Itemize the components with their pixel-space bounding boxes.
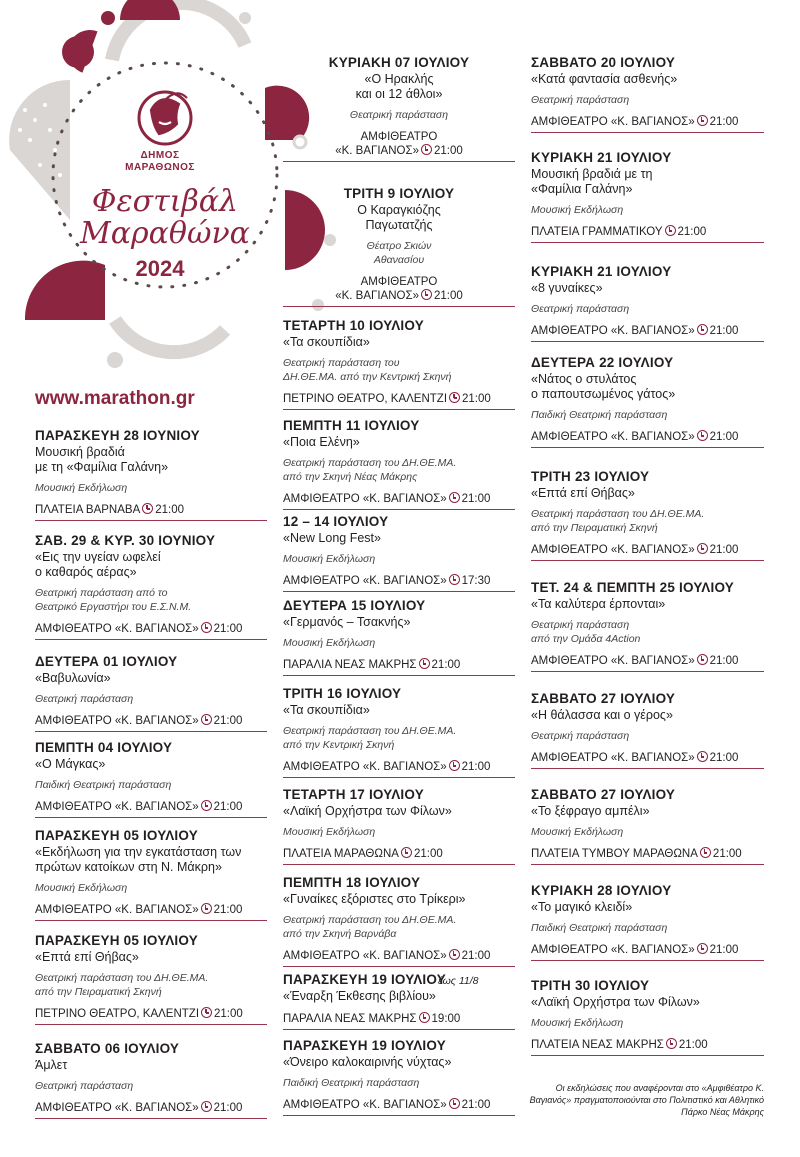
event-item [283, 186, 515, 307]
event-date: ΤΡΙΤΗ 23 ΙΟΥΛΙΟΥ [531, 469, 650, 484]
event-type: Θεατρική παράσταση του ΔΗ.ΘΕ.ΜΑ. από την Κεντρική Σκηνή [283, 725, 457, 751]
event-time: 21:00 [433, 290, 463, 302]
event-venue-time [531, 225, 764, 239]
event-venue-time [283, 1098, 515, 1112]
clock-icon [401, 847, 412, 858]
clock-icon [201, 1101, 212, 1112]
event-title: «Εις την υγείαν ωφελεί ο καθαρός αέρας» [35, 550, 161, 579]
event-time: 21:00 [709, 431, 739, 443]
event-venue: ΠΑΡΑΛΙΑ ΝΕΑΣ ΜΑΚΡΗΣ [283, 1013, 417, 1025]
clock-icon [700, 847, 711, 858]
event-venue: ΠΛΑΤΕΙΑ ΒΑΡΝΑΒΑ [35, 504, 141, 516]
clock-icon [142, 503, 153, 514]
event-time: 21:00 [461, 1099, 491, 1111]
event-venue-time [35, 622, 267, 636]
event-title: «Τα σκουπίδια» [283, 335, 370, 349]
event-date: ΚΥΡΙΑΚΗ 21 ΙΟΥΛΙΟΥ [531, 150, 672, 165]
event-title: «Επτά επί Θήβας» [531, 486, 635, 500]
event-venue-time [35, 903, 267, 917]
event-type: Παιδική Θεατρική παράσταση [35, 779, 172, 791]
clock-icon [697, 430, 708, 441]
event-venue-time [531, 543, 764, 557]
event-date: ΣΑΒΒΑΤΟ 27 ΙΟΥΛΙΟΥ [531, 787, 676, 802]
event-date: ΣΑΒ. 29 & ΚΥΡ. 30 ΙΟΥΝΙΟΥ [35, 533, 216, 548]
event-item [35, 533, 267, 640]
event-venue: ΑΜΦΙΘΕΑΤΡΟ «Κ. ΒΑΓΙΑΝΟΣ» [283, 761, 447, 773]
event-venue: ΠΛΑΤΕΙΑ ΝΕΑΣ ΜΑΚΡΗΣ [531, 1039, 664, 1051]
festival-year: 2024 [135, 256, 185, 281]
event-venue-time [283, 760, 515, 774]
event-title: «New Long Fest» [283, 531, 381, 545]
clock-icon [449, 760, 460, 771]
event-venue: ΑΜΦΙΘΕΑΤΡΟ «Κ. ΒΑΓΙΑΝΟΣ» [531, 431, 695, 443]
event-type: Μουσική Εκδήλωση [531, 1017, 624, 1029]
event-type: Θεατρική παράσταση [349, 109, 449, 121]
event-title: «Τα καλύτερα έρπονται» [531, 597, 666, 611]
event-venue: ΑΜΦΙΘΕΑΤΡΟ «Κ. ΒΑΓΙΑΝΟΣ» [283, 1099, 447, 1111]
event-title: «Ο Ηρακλής και οι 12 άθλοι» [355, 72, 443, 101]
event-venue: ΑΜΦΙΘΕΑΤΡΟ «Κ. ΒΑΓΙΑΝΟΣ» [531, 752, 695, 764]
event-time: 21:00 [461, 950, 491, 962]
clock-icon [665, 225, 676, 236]
event-type: Θέατρο Σκιών Αθανασίου [366, 240, 432, 266]
event-item [531, 264, 764, 342]
event-date: ΔΕΥΤΕΡΑ 22 ΙΟΥΛΙΟΥ [531, 355, 674, 370]
festival-title-line-2: Μαραθώνα [80, 216, 250, 251]
festival-title-line-1: Φεστιβάλ [91, 184, 239, 219]
event-date: ΠΑΡΑΣΚΕΥΗ 19 ΙΟΥΛΙΟΥ [283, 1038, 446, 1053]
event-venue: ΑΜΦΙΘΕΑΤΡΟ «Κ. ΒΑΓΙΑΝΟΣ» [35, 1102, 199, 1114]
event-type: Μουσική Εκδήλωση [283, 553, 376, 565]
event-venue-time [531, 751, 764, 765]
event-date: ΠΑΡΑΣΚΕΥΗ 05 ΙΟΥΛΙΟΥ [35, 828, 198, 843]
event-type: Μουσική Εκδήλωση [283, 826, 376, 838]
event-venue: ΠΕΤΡΙΝΟ ΘΕΑΤΡΟ, ΚΑΛΕΝΤΖΙ [35, 1008, 200, 1020]
event-date: ΚΥΡΙΑΚΗ 07 ΙΟΥΛΙΟΥ [328, 55, 470, 70]
event-date-note: έως 11/8 [438, 975, 479, 987]
event-type: Θεατρική παράσταση [531, 730, 630, 742]
event-venue-time [283, 847, 515, 861]
clock-icon [449, 492, 460, 503]
event-item [531, 580, 764, 672]
event-title: Άμλετ [35, 1058, 68, 1072]
event-venue: ΑΜΦΙΘΕΑΤΡΟ «Κ. ΒΑΓΙΑΝΟΣ» [35, 904, 199, 916]
event-date: ΣΑΒΒΑΤΟ 06 ΙΟΥΛΙΟΥ [35, 1041, 180, 1056]
clock-icon [697, 751, 708, 762]
event-item [531, 978, 764, 1056]
event-type: Θεατρική παράσταση [531, 303, 630, 315]
event-venue-time [35, 714, 267, 728]
event-item [35, 933, 267, 1025]
event-title: «Λαϊκή Ορχήστρα των Φίλων» [531, 995, 700, 1009]
event-time: 21:00 [213, 715, 243, 727]
municipality-line-1: ΔΗΜΟΣ [140, 150, 180, 161]
event-date: ΠΑΡΑΣΚΕΥΗ 28 ΙΟΥΝΙΟΥ [35, 428, 200, 443]
event-venue: ΑΜΦΙΘΕΑΤΡΟ «Κ. ΒΑΓΙΑΝΟΣ» [35, 715, 199, 727]
event-item [531, 55, 764, 133]
clock-icon [421, 144, 432, 155]
event-type: Θεατρική παράσταση από το Θεατρικό Εργαστήρι του Ε.Σ.Ν.Μ. [35, 587, 192, 613]
event-venue-time [283, 574, 515, 588]
event-venue: ΠΑΡΑΛΙΑ ΝΕΑΣ ΜΑΚΡΗΣ [283, 659, 417, 671]
event-title: Μουσική βραδιά με τη «Φαμίλια Γαλάνη» [531, 167, 653, 196]
event-time: 17:30 [461, 575, 491, 587]
event-time: 21:00 [413, 848, 443, 860]
event-item [35, 654, 267, 732]
event-date: ΚΥΡΙΑΚΗ 28 ΙΟΥΛΙΟΥ [531, 883, 672, 898]
event-time: 21:00 [155, 504, 185, 516]
event-type: Μουσική Εκδήλωση [531, 826, 624, 838]
event-venue-time [35, 1007, 267, 1021]
clock-icon [449, 574, 460, 585]
event-time: 21:00 [677, 226, 707, 238]
event-date: ΣΑΒΒΑΤΟ 27 ΙΟΥΛΙΟΥ [531, 691, 676, 706]
event-venue-time [283, 130, 515, 158]
event-time: 19:00 [431, 1013, 461, 1025]
event-item [283, 598, 515, 676]
event-time: 21:00 [709, 752, 739, 764]
event-date: ΤΡΙΤΗ 30 ΙΟΥΛΙΟΥ [531, 978, 650, 993]
event-type: Θεατρική παράσταση από την Ομάδα 4Action [531, 619, 641, 645]
event-type: Παιδική Θεατρική παράσταση [531, 409, 668, 421]
event-time: 21:00 [709, 544, 739, 556]
clock-icon [201, 622, 212, 633]
clock-icon [419, 1012, 430, 1023]
event-venue-time [283, 275, 515, 303]
event-title: «Κατά φαντασία ασθενής» [531, 72, 678, 86]
event-title: «Λαϊκή Ορχήστρα των Φίλων» [283, 804, 452, 818]
event-title: «Η θάλασσα και ο γέρος» [531, 708, 673, 722]
event-date: ΔΕΥΤΕΡΑ 15 ΙΟΥΛΙΟΥ [283, 598, 426, 613]
event-venue: ΑΜΦΙΘΕΑΤΡΟ «Κ. ΒΑΓΙΑΝΟΣ» [531, 325, 695, 337]
event-time: 21:00 [461, 493, 491, 505]
clock-icon [201, 714, 212, 725]
event-item [283, 972, 515, 1030]
event-venue-time [283, 658, 515, 672]
event-type: Θεατρική παράσταση του ΔΗ.ΘΕ.ΜΑ. από την Πειραματική Σκηνή [35, 972, 209, 998]
clock-icon [697, 654, 708, 665]
event-venue-time [35, 503, 267, 517]
event-type: Παιδική Θεατρική παράσταση [531, 922, 668, 934]
event-item [283, 787, 515, 865]
event-title: «Έναρξη Έκθεσης βιβλίου» [283, 989, 436, 1003]
event-venue-time [531, 654, 764, 668]
event-venue-time [531, 847, 764, 861]
event-venue: ΠΕΤΡΙΝΟ ΘΕΑΤΡΟ, ΚΑΛΕΝΤΖΙ [283, 393, 448, 405]
event-time: 21:00 [213, 1102, 243, 1114]
event-item [283, 686, 515, 778]
event-venue: ΑΜΦΙΘΕΑΤΡΟ «Κ. ΒΑΓΙΑΝΟΣ» [35, 623, 199, 635]
event-date: ΠΕΜΠΤΗ 11 ΙΟΥΛΙΟΥ [283, 418, 420, 433]
event-time: 21:00 [709, 655, 739, 667]
clock-icon [697, 943, 708, 954]
event-title: «Το ξέφραγο αμπέλι» [531, 804, 650, 818]
event-item [283, 55, 515, 162]
event-time: 21:00 [709, 944, 739, 956]
event-type: Μουσική Εκδήλωση [35, 882, 128, 894]
event-title: «Τα σκουπίδια» [283, 703, 370, 717]
event-time: 21:00 [433, 145, 463, 157]
clock-icon [697, 115, 708, 126]
event-date: ΚΥΡΙΑΚΗ 21 ΙΟΥΛΙΟΥ [531, 264, 672, 279]
event-item [531, 355, 764, 448]
event-item [283, 875, 515, 967]
event-title: «8 γυναίκες» [531, 281, 603, 295]
event-date: ΤΕΤΑΡΤΗ 10 ΙΟΥΛΙΟΥ [283, 318, 424, 333]
clock-icon [201, 800, 212, 811]
event-type: Μουσική Εκδήλωση [283, 637, 376, 649]
event-item [531, 150, 764, 243]
event-venue: ΑΜΦΙΘΕΑΤΡΟ «Κ. ΒΑΓΙΑΝΟΣ» [531, 544, 695, 556]
event-title: «Το μαγικό κλειδί» [531, 900, 633, 914]
event-title: Μουσική βραδιά με τη «Φαμίλια Γαλάνη» [35, 445, 169, 474]
venue-footnote: Οι εκδηλώσεις που αναφέρονται στο «Αμφιθέατρο Κ. Βαγιανός» πραγματοποιούνται στο Πολιτιστικό και Αθλητικό Πάρκο Νέας Μάκρης [529, 1083, 764, 1117]
event-venue: ΠΛΑΤΕΙΑ ΓΡΑΜΜΑΤΙΚΟΥ [531, 226, 663, 238]
event-time: 21:00 [431, 659, 461, 671]
event-venue: ΑΜΦΙΘΕΑΤΡΟ «Κ. ΒΑΓΙΑΝΟΣ» [35, 801, 199, 813]
event-time: 21:00 [709, 325, 739, 337]
event-venue-time [531, 1038, 764, 1052]
event-item [283, 1038, 515, 1116]
event-time: 21:00 [213, 904, 243, 916]
event-type: Θεατρική παράσταση του ΔΗ.ΘΕ.ΜΑ. από την Πειραματική Σκηνή [531, 508, 705, 534]
event-date: ΤΡΙΤΗ 9 ΙΟΥΛΙΟΥ [343, 186, 455, 201]
event-type: Παιδική Θεατρική παράσταση [283, 1077, 420, 1089]
event-type: Θεατρική παράσταση του ΔΗ.ΘΕ.ΜΑ. από την Κεντρική Σκηνή [283, 357, 452, 383]
event-venue-time [35, 800, 267, 814]
event-title: «Γερμανός – Τσακνής» [283, 615, 411, 629]
website-link[interactable]: www.marathon.gr [35, 388, 195, 409]
event-title: «Εκδήλωση για την εγκατάσταση των πρώτων κατοίκων στη Ν. Μάκρη» [35, 845, 242, 874]
event-title: «Βαβυλωνία» [35, 671, 111, 685]
event-type: Θεατρική παράσταση του ΔΗ.ΘΕ.ΜΑ. από την Σκηνή Βαρνάβα [283, 914, 457, 940]
event-type: Θεατρική παράσταση [35, 1080, 134, 1092]
event-title: «Ποια Ελένη» [283, 435, 360, 449]
event-date: ΠΕΜΠΤΗ 18 ΙΟΥΛΙΟΥ [283, 875, 421, 890]
event-item [35, 428, 267, 521]
festival-title [40, 186, 290, 250]
clock-icon [201, 903, 212, 914]
event-time: 21:00 [214, 1008, 243, 1020]
event-venue-time [283, 1012, 515, 1026]
event-date: ΔΕΥΤΕΡΑ 01 ΙΟΥΛΙΟΥ [35, 654, 178, 669]
event-title: «Νάτος ο στυλάτος ο παπουτσωμένος γάτος» [531, 372, 676, 401]
clock-icon [421, 289, 432, 300]
event-date: ΤΕΤΑΡΤΗ 17 ΙΟΥΛΙΟΥ [283, 787, 424, 802]
event-time: 21:00 [709, 116, 739, 128]
event-item [531, 469, 764, 561]
event-venue: ΠΛΑΤΕΙΑ ΜΑΡΑΘΩΝΑ [283, 848, 399, 860]
event-type: Θεατρική παράσταση [35, 693, 134, 705]
event-venue-time [283, 949, 515, 963]
event-title: «Γυναίκες εξόριστες στο Τρίκερι» [283, 892, 466, 906]
clock-icon [419, 658, 430, 669]
event-date: 12 – 14 ΙΟΥΛΙΟΥ [283, 514, 389, 529]
clock-icon [666, 1038, 677, 1049]
event-venue-time [35, 1101, 267, 1115]
event-venue-time [531, 115, 764, 129]
event-item [283, 514, 515, 592]
clock-icon [697, 543, 708, 554]
event-item [35, 1041, 267, 1119]
event-item [35, 828, 267, 921]
event-title: «Όνειρο καλοκαιρινής νύχτας» [283, 1055, 452, 1069]
event-title: Ο Καραγκιόζης Παγωτατζής [357, 203, 441, 232]
event-type: Θεατρική παράσταση του ΔΗ.ΘΕ.ΜΑ. από την Σκηνή Νέας Μάκρης [283, 457, 457, 483]
event-item [283, 418, 515, 510]
event-date: ΤΡΙΤΗ 16 ΙΟΥΛΙΟΥ [283, 686, 402, 701]
event-time: 21:00 [462, 393, 491, 405]
clock-icon [449, 392, 460, 403]
event-venue-time [531, 943, 764, 957]
event-item [35, 740, 267, 818]
event-venue-time [283, 492, 515, 506]
event-venue-time [531, 430, 764, 444]
event-time: 21:00 [213, 801, 243, 813]
clock-icon [201, 1007, 212, 1018]
event-date: ΤΕΤ. 24 & ΠΕΜΠΤΗ 25 ΙΟΥΛΙΟΥ [531, 580, 734, 595]
event-time: 21:00 [678, 1039, 708, 1051]
event-venue: ΑΜΦΙΘΕΑΤΡΟ «Κ. ΒΑΓΙΑΝΟΣ» [283, 575, 447, 587]
event-venue: ΠΛΑΤΕΙΑ ΤΥΜΒΟΥ ΜΑΡΑΘΩΝΑ [531, 848, 698, 860]
event-item [531, 691, 764, 769]
event-time: 21:00 [712, 848, 742, 860]
clock-icon [449, 1098, 460, 1109]
event-date: ΣΑΒΒΑΤΟ 20 ΙΟΥΛΙΟΥ [531, 55, 676, 70]
event-venue: ΑΜΦΙΘΕΑΤΡΟ «Κ. ΒΑΓΙΑΝΟΣ» [283, 493, 447, 505]
event-type: Μουσική Εκδήλωση [35, 482, 128, 494]
municipality-line-2: ΜΑΡΑΘΩΝΟΣ [125, 162, 195, 173]
clock-icon [697, 324, 708, 335]
event-venue: ΑΜΦΙΘΕΑΤΡΟ «Κ. ΒΑΓΙΑΝΟΣ» [531, 944, 695, 956]
event-time: 21:00 [213, 623, 243, 635]
event-venue-time [531, 324, 764, 338]
event-title: «Επτά επί Θήβας» [35, 950, 139, 964]
event-title: «Ο Μάγκας» [35, 757, 106, 771]
event-type: Μουσική Εκδήλωση [531, 204, 624, 216]
event-item [283, 318, 515, 410]
event-item [531, 883, 764, 961]
event-date: ΠΕΜΠΤΗ 04 ΙΟΥΛΙΟΥ [35, 740, 173, 755]
event-venue: ΑΜΦΙΘΕΑΤΡΟ «Κ. ΒΑΓΙΑΝΟΣ» [531, 116, 695, 128]
event-venue: ΑΜΦΙΘΕΑΤΡΟ «Κ. ΒΑΓΙΑΝΟΣ» [335, 131, 438, 157]
event-venue-time [283, 392, 515, 406]
event-date: ΠΑΡΑΣΚΕΥΗ 05 ΙΟΥΛΙΟΥ [35, 933, 198, 948]
event-item [531, 787, 764, 865]
event-venue: ΑΜΦΙΘΕΑΤΡΟ «Κ. ΒΑΓΙΑΝΟΣ» [283, 950, 447, 962]
event-date: ΠΑΡΑΣΚΕΥΗ 19 ΙΟΥΛΙΟΥ [283, 972, 446, 987]
event-type: Θεατρική παράσταση [531, 94, 630, 106]
event-venue: ΑΜΦΙΘΕΑΤΡΟ «Κ. ΒΑΓΙΑΝΟΣ» [531, 655, 695, 667]
event-time: 21:00 [461, 761, 491, 773]
event-venue: ΑΜΦΙΘΕΑΤΡΟ «Κ. ΒΑΓΙΑΝΟΣ» [335, 276, 438, 302]
clock-icon [449, 949, 460, 960]
municipality-name [105, 150, 215, 174]
